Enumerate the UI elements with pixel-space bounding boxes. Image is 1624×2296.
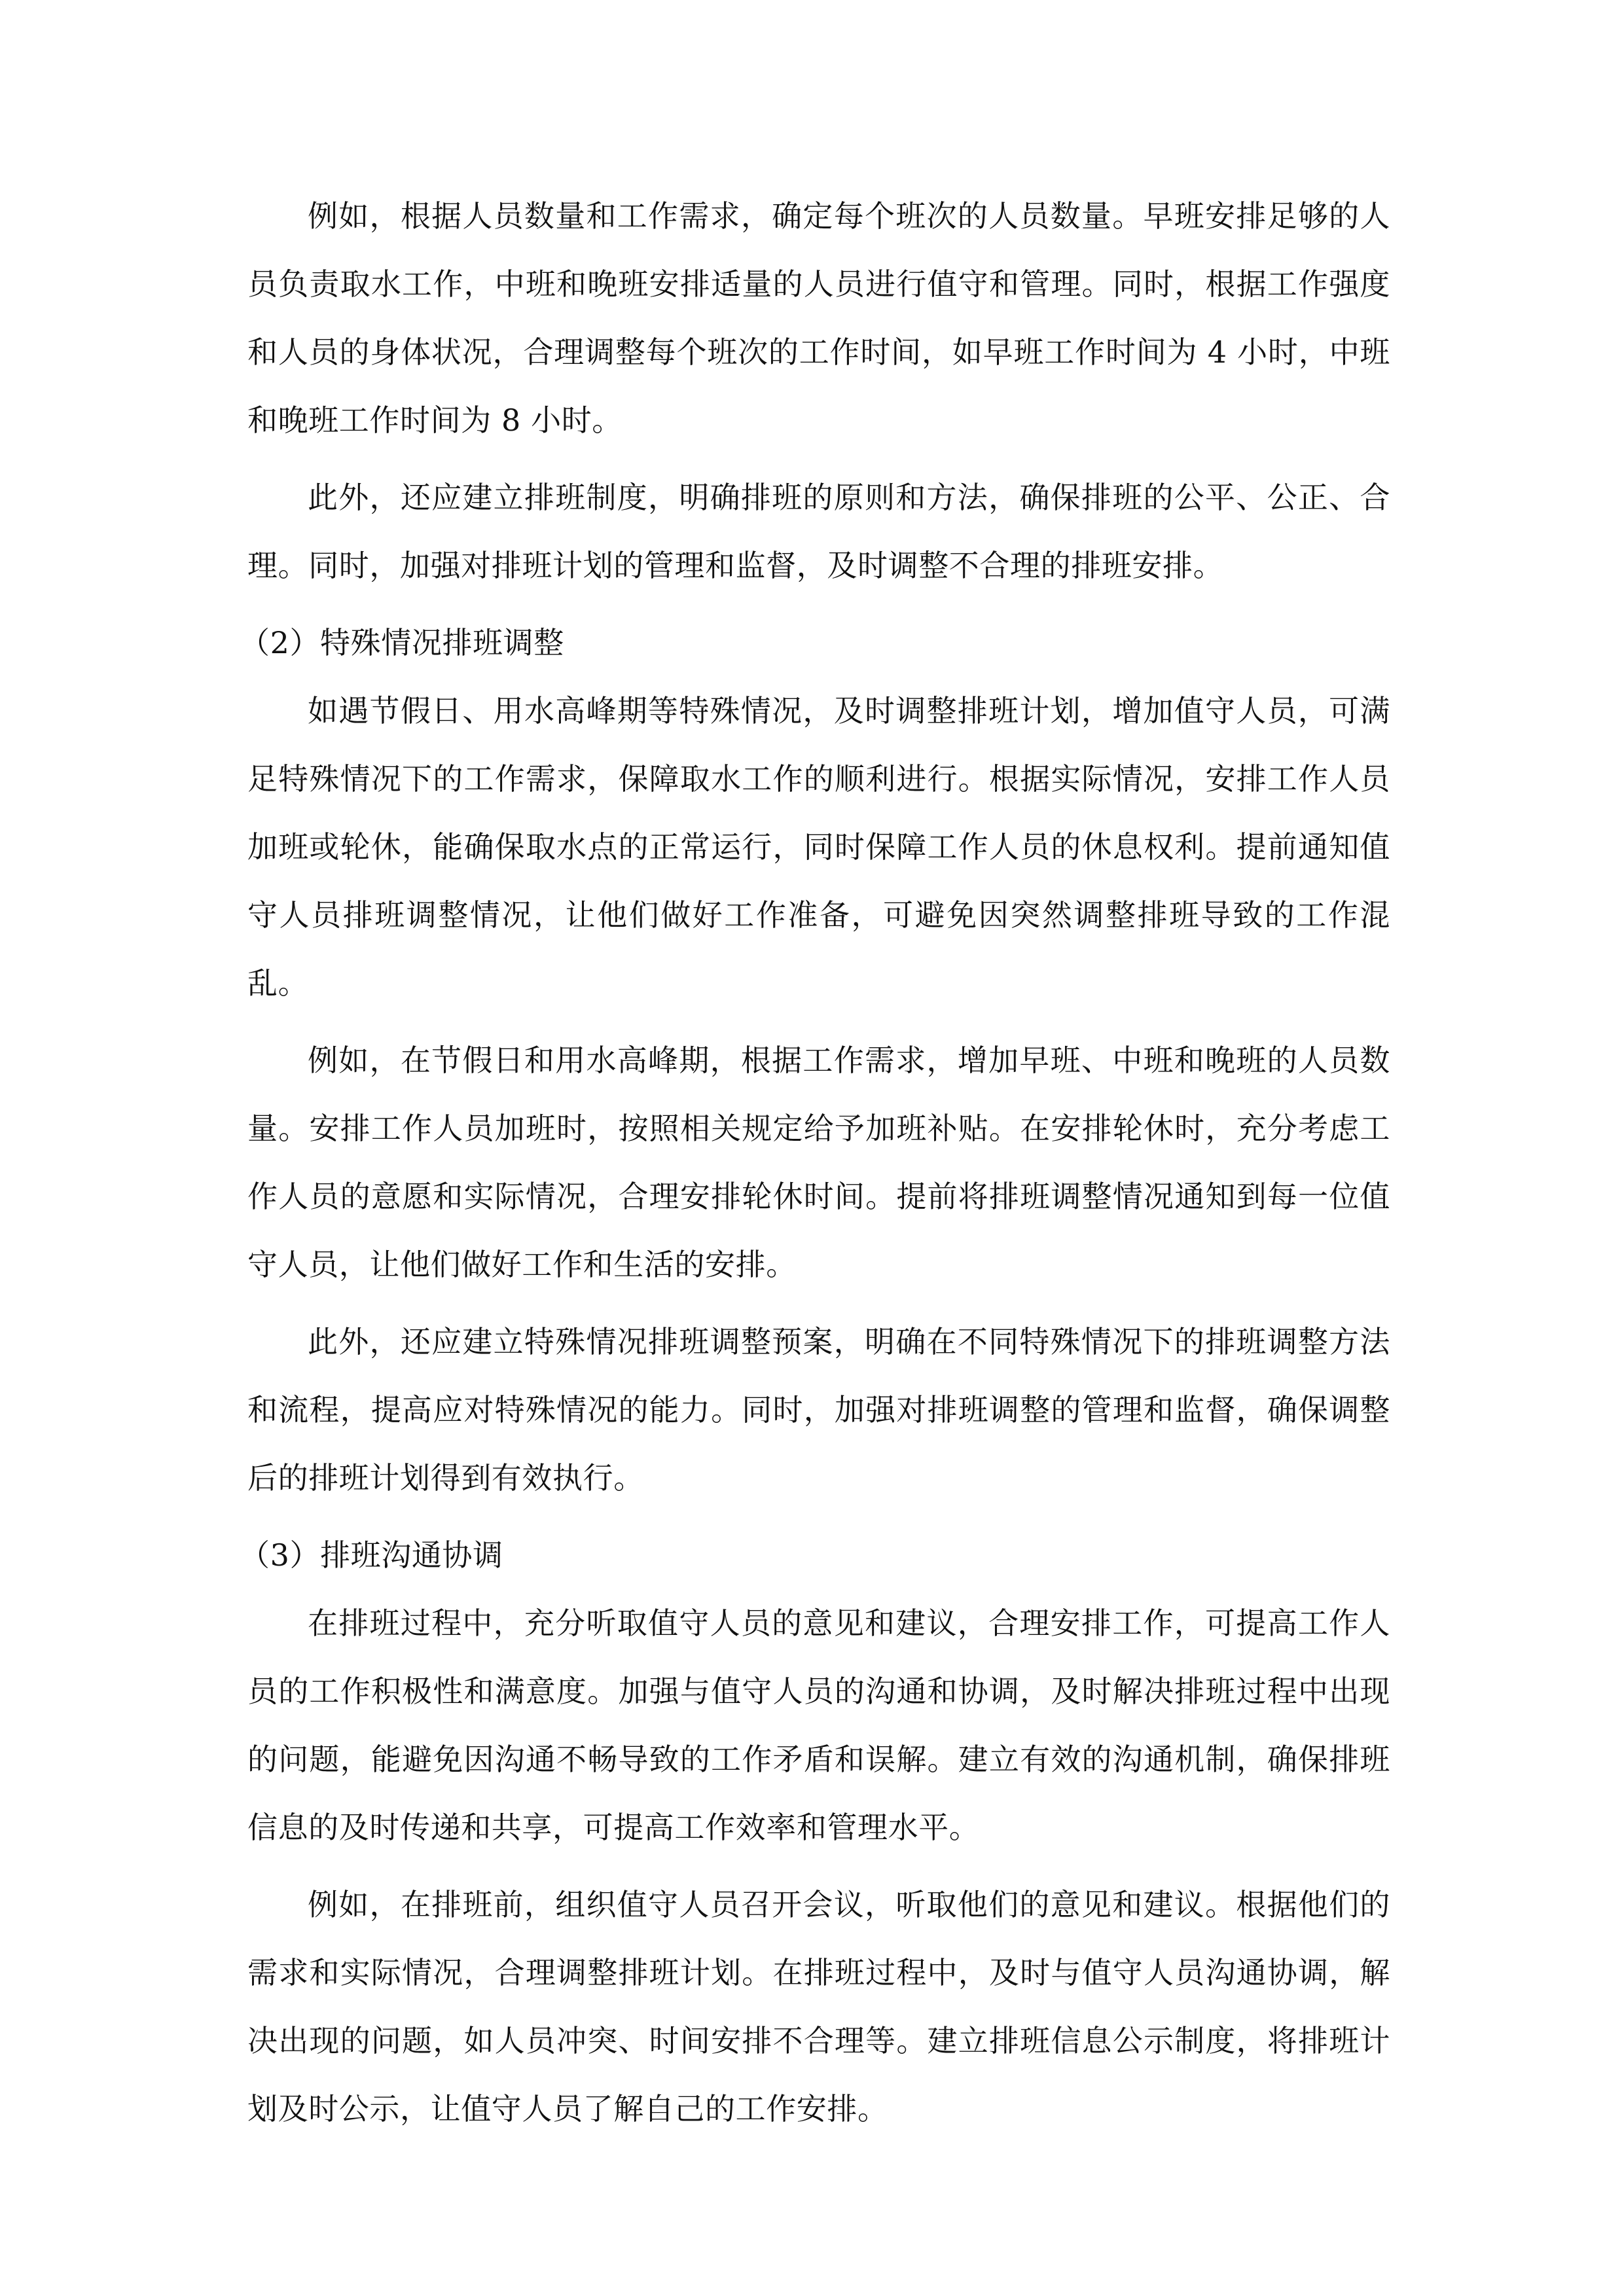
paragraph-holiday-example: 例如，在节假日和用水高峰期，根据工作需求，增加早班、中班和晚班的人员数量。安排工作人员加班时，按照相关规定给予加班补贴。在安排轮休时，充分考虑工作人员的意愿和实际情况，合理安排轮休时间。提前将排班调整情况通知到每一位值守人员，让他们做好工作和生活的安排。	[247, 1043, 1390, 1282]
paragraph-staffing-example: 例如，根据人员数量和工作需求，确定每个班次的人员数量。早班安排足够的人员负责取水工作，中班和晚班安排适量的人员进行值守和管理。同时，根据工作强度和人员的身体状况，合理调整每个班次的工作时间，如早班工作时间为 4 小时，中班和晚班工作时间为 8 小时。	[247, 198, 1390, 438]
paragraph-meeting-example: 例如，在排班前，组织值守人员召开会议，听取他们的意见和建议。根据他们的需求和实际情况，合理调整排班计划。在排班过程中，及时与值守人员沟通协调，解决出现的问题，如人员冲突、时间安排不合理等。建立排班信息公示制度，将排班计划及时公示，让值守人员了解自己的工作安排。	[247, 1887, 1390, 2126]
paragraph-scheduling-system: 此外，还应建立排班制度，明确排班的原则和方法，确保排班的公平、公正、合理。同时，加强对排班计划的管理和监督，及时调整不合理的排班安排。	[247, 480, 1390, 583]
section-heading-communication: （3）排班沟通协调	[240, 1537, 503, 1573]
paragraph-contingency-plan: 此外，还应建立特殊情况排班调整预案，明确在不同特殊情况下的排班调整方法和流程，提高应对特殊情况的能力。同时，加强对排班调整的管理和监督，确保调整后的排班计划得到有效执行。	[247, 1324, 1390, 1496]
section-heading-special-adjustment: （2）特殊情况排班调整	[240, 625, 564, 660]
paragraph-communication: 在排班过程中，充分听取值守人员的意见和建议，合理安排工作，可提高工作人员的工作积极性和满意度。加强与值守人员的沟通和协调，及时解决排班过程中出现的问题，能避免因沟通不畅导致的工作矛盾和误解。建立有效的沟通机制，确保排班信息的及时传递和共享，可提高工作效率和管理水平。	[247, 1605, 1390, 1845]
paragraph-special-situations: 如遇节假日、用水高峰期等特殊情况，及时调整排班计划，增加值守人员，可满足特殊情况下的工作需求，保障取水工作的顺利进行。根据实际情况，安排工作人员加班或轮休，能确保取水点的正常运行，同时保障工作人员的休息权利。提前通知值守人员排班调整情况，让他们做好工作准备，可避免因突然调整排班导致的工作混乱。	[247, 693, 1390, 1001]
document-body	[240, 182, 1390, 2143]
